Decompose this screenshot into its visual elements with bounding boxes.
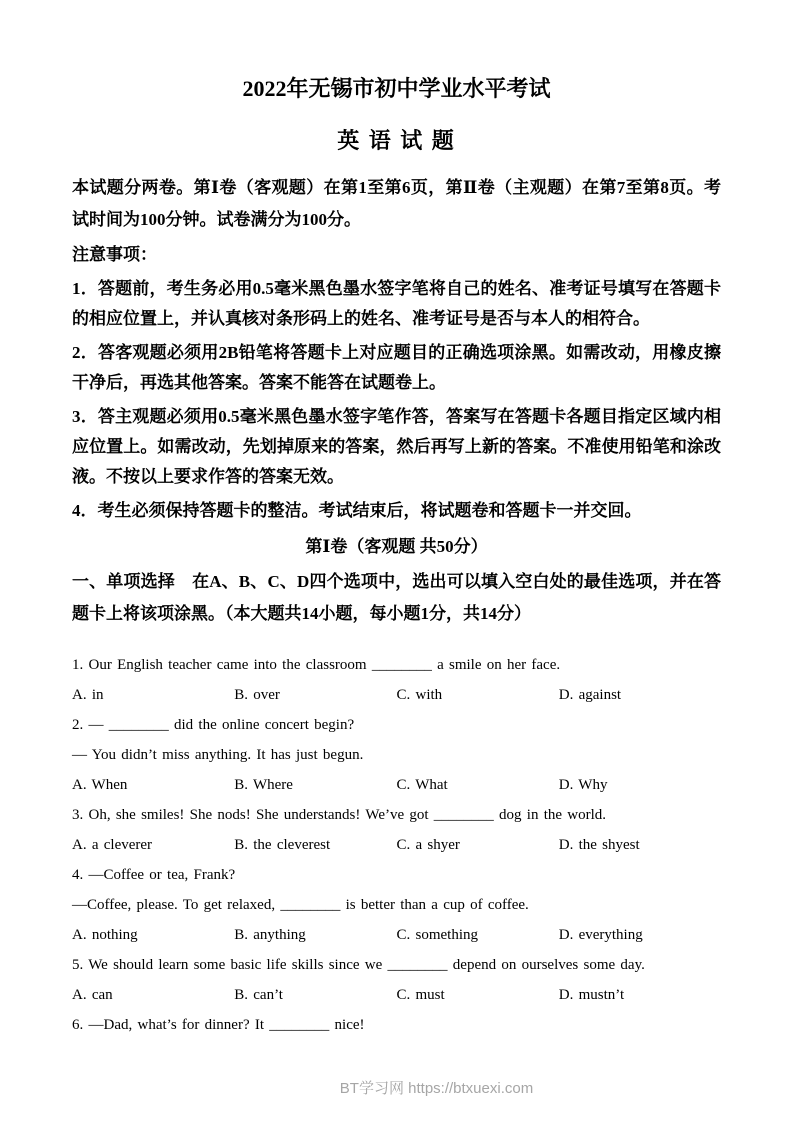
site-watermark: BT学习网 https://btxuexi.com [339,1080,534,1097]
question-3-stem: 3. Oh, she smiles! She nods! She understands! We’ve got ________ dog in the world. [72,807,607,823]
question-3-option-d: D. the shyest [558,837,640,853]
question-5 [72,950,721,1010]
question-3-option-a: A. a cleverer [72,837,153,853]
question-2 [72,710,721,800]
question-5-stem: 5. We should learn some basic life skills since we ________ depend on ourselves some day. [72,957,645,973]
note-item-2: 2．答客观题必须用2B铅笔将答题卡上对应题目的正确选项涂黑。如需改动，用橡皮擦干净后，再选其他答案。答案不能答在试题卷上。 [72,343,721,392]
exam-title: 2022年无锡市初中学业水平考试 [242,76,551,101]
section-1-title: 第Ⅰ卷（客观题 共50分） [305,537,488,556]
question-1-option-b: B. over [234,687,280,703]
question-1-stem: 1. Our English teacher came into the classroom ________ a smile on her face. [72,657,561,673]
question-1-option-d: D. against [558,687,622,703]
part-one-instructions: 一、单项选择 在A、B、C、D四个选项中，选出可以填入空白处的最佳选项，并在答题卡上将该项涂黑。（本大题共14小题，每小题1分，共14分） [72,572,721,623]
question-2-option-c: C. What [396,777,448,793]
question-5-options-row [72,980,721,1010]
question-3 [72,800,721,860]
exam-subject-title: 英 语 试 题 [337,128,456,153]
question-3-options-row [72,830,721,860]
question-3-option-b: B. the cleverest [234,837,331,853]
question-5-option-c: C. must [396,987,445,1003]
note-item-4: 4．考生必须保持答题卡的整洁。考试结束后，将试题卷和答题卡一并交回。 [72,501,642,520]
question-6 [72,1010,721,1040]
question-5-option-d: D. mustn’t [558,987,625,1003]
question-4-option-c: C. something [396,927,479,943]
question-2-option-d: D. Why [558,777,608,793]
notes-header: 注意事项： [72,245,157,264]
question-4-option-a: A. nothing [72,927,138,943]
question-2-stem-line-2: — You didn’t miss anything. It has just begun. [72,747,364,763]
question-4-stem-line-2: —Coffee, please. To get relaxed, ________ is better than a cup of coffee. [72,897,529,913]
question-2-options-row [72,770,721,800]
questions-section [72,650,721,1040]
note-item-1: 1．答题前，考生务必用0.5毫米黑色墨水签字笔将自己的姓名、准考证号填写在答题卡的相应位置上，并认真核对条形码上的姓名、准考证号是否与本人的相符合。 [72,279,721,328]
question-1-option-a: A. in [72,687,104,703]
question-4-option-d: D. everything [558,927,643,943]
question-1-option-c: C. with [396,687,443,703]
question-2-stem: 2. — ________ did the online concert begin? [72,717,355,733]
question-6-stem: 6. —Dad, what’s for dinner? It ________ nice! [72,1017,365,1033]
intro-paragraph: 本试题分两卷。第Ⅰ卷（客观题）在第1至第6页，第Ⅱ卷（主观题）在第7至第8页。考试时间为100分钟。试卷满分为100分。 [72,178,721,229]
question-2-option-b: B. Where [234,777,293,793]
question-4 [72,860,721,950]
question-1 [72,650,721,710]
note-item-3: 3．答主观题必须用0.5毫米黑色墨水签字笔作答，答案写在答题卡各题目指定区域内相应位置上。如需改动，先划掉原来的答案，然后再写上新的答案。不准使用铅笔和涂改液。不按以上要求作答的答案无效。 [72,407,721,486]
question-3-option-c: C. a shyer [396,837,460,853]
question-4-stem: 4. —Coffee or tea, Frank? [72,867,236,883]
question-4-option-b: B. anything [234,927,306,943]
question-5-option-a: A. can [72,987,113,1003]
question-5-option-b: B. can’t [234,987,283,1003]
question-4-options-row [72,920,721,950]
question-1-options-row [72,680,721,710]
question-2-option-a: A. When [72,777,128,793]
